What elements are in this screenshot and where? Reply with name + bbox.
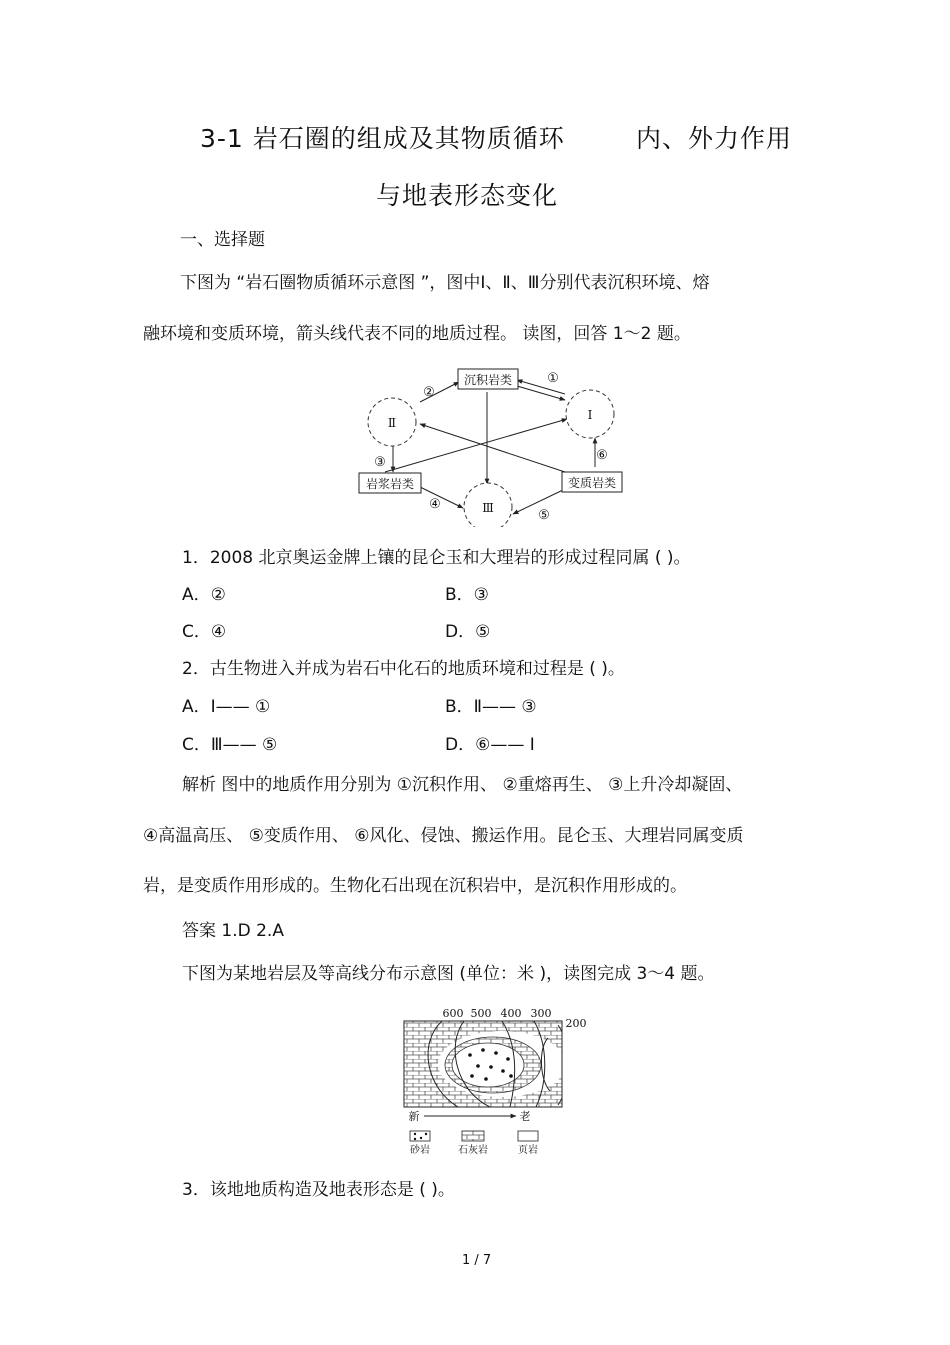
- circle-2-label: Ⅱ: [387, 416, 397, 430]
- q3-stem: 3．该地地质构造及地表形态是 ( )。: [182, 1180, 455, 1200]
- axis-old: 老: [519, 1110, 531, 1123]
- box-igneous-label: 岩浆岩类: [365, 477, 415, 491]
- legend-shale-swatch: [518, 1131, 538, 1141]
- label-5: ⑤: [538, 508, 550, 523]
- page-number: 1 / 7: [462, 1253, 492, 1268]
- analysis-line2: ④高温高压、 ⑤变质作用、 ⑥风化、侵蚀、搬运作用。昆仑玉、大理岩同属变质: [143, 826, 744, 846]
- legend-shale: 页岩: [518, 1145, 538, 1156]
- label-2: ②: [423, 385, 435, 400]
- q1-option-a[interactable]: A．②: [182, 585, 226, 605]
- contour-200: 200: [565, 1017, 587, 1030]
- analysis-line1: 解析 图中的地质作用分别为 ①沉积作用、 ②重熔再生、 ③上升冷却凝固、: [182, 775, 743, 795]
- strata-contour-diagram: [398, 1003, 594, 1158]
- legend-sandstone-swatch: [410, 1131, 430, 1141]
- box-metamorphic-label: 变质岩类: [567, 476, 617, 490]
- title-line1-part2: 内、外力作用: [636, 124, 793, 153]
- contour-600: 600: [442, 1007, 464, 1020]
- q2-stem: 2．古生物进入并成为岩石中化石的地质环境和过程是 ( )。: [182, 659, 625, 679]
- legend-sandstone: 砂岩: [410, 1145, 430, 1156]
- intro1-line1: 下图为 “岩石圈物质循环示意图 ”，图中Ⅰ、Ⅱ、Ⅲ分别代表沉积环境、熔: [180, 273, 710, 293]
- q2-option-a[interactable]: A．Ⅰ—— ①: [182, 697, 271, 717]
- circle-1-label: Ⅰ: [587, 408, 593, 422]
- q1-option-d[interactable]: D．⑤: [445, 622, 491, 642]
- arrow-met-to-2: [420, 424, 565, 472]
- analysis-line3: 岩，是变质作用形成的。生物化石出现在沉积岩中，是沉积作用形成的。: [143, 876, 687, 896]
- label-6: ⑥: [596, 448, 608, 463]
- title-line2: 与地表形态变化: [376, 181, 559, 210]
- circle-3-label: Ⅲ: [482, 501, 494, 515]
- axis-new: 新: [408, 1110, 420, 1123]
- intro1-line2: 融环境和变质环境，箭头线代表不同的地质过程。 读图，回答 1～2 题。: [143, 324, 691, 344]
- q1-option-b[interactable]: B．③: [445, 585, 489, 605]
- answer: 答案 1.D 2.A: [182, 921, 284, 941]
- intro2: 下图为某地岩层及等高线分布示意图 (单位：米 )，读图完成 3～4 题。: [182, 964, 715, 984]
- q1-stem: 1．2008 北京奥运金牌上镶的昆仑玉和大理岩的形成过程同属 ( )。: [182, 548, 691, 568]
- legend-limestone-swatch: [462, 1131, 484, 1141]
- q1-option-c[interactable]: C．④: [182, 622, 227, 642]
- label-3: ③: [374, 455, 386, 470]
- label-4: ④: [429, 497, 441, 512]
- contour-500: 500: [470, 1007, 492, 1020]
- rock-cycle-diagram: [355, 362, 630, 527]
- contour-300: 300: [530, 1007, 552, 1020]
- legend-limestone: 石灰岩: [458, 1145, 488, 1156]
- q2-option-b[interactable]: B．Ⅱ—— ③: [445, 697, 537, 717]
- arrow-sed-1: [517, 386, 565, 400]
- q2-option-c[interactable]: C．Ⅲ—— ⑤: [182, 735, 278, 755]
- label-1: ①: [547, 371, 559, 386]
- q2-option-d[interactable]: D．⑥—— Ⅰ: [445, 735, 535, 755]
- section-heading: 一、选择题: [180, 230, 265, 250]
- box-sedimentary-label: 沉积岩类: [463, 373, 513, 387]
- contour-400: 400: [500, 1007, 522, 1020]
- title-line1-part1: 3-1 岩石圈的组成及其物质循环: [200, 124, 565, 153]
